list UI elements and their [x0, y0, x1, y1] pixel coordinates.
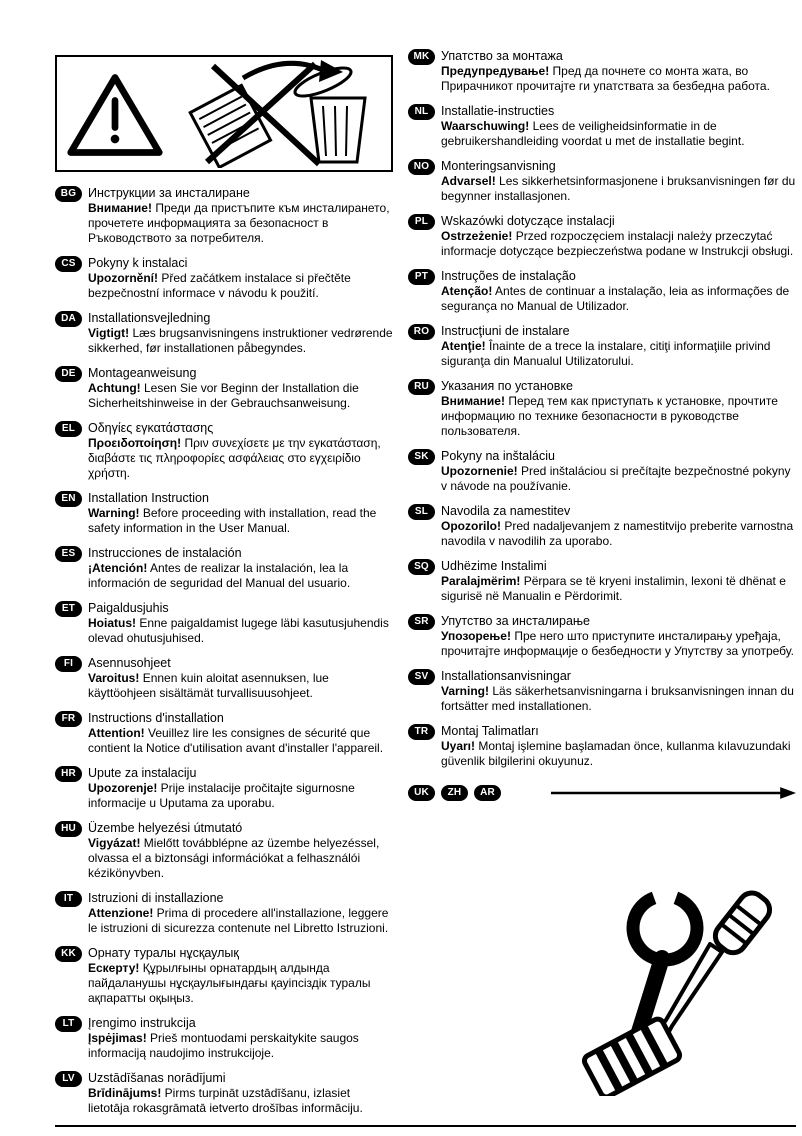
continuation-languages-row: [408, 785, 796, 801]
entry-text: Antes de realizar la instalación, lea la información de seguridad del Manual del usuario.: [88, 561, 351, 590]
language-code-badge: SV: [408, 669, 435, 685]
entry-warning: Attenzione!: [88, 906, 154, 920]
language-code-badge: KK: [55, 946, 82, 962]
entry-text-block: [441, 103, 796, 149]
entry-body: [88, 781, 393, 811]
entry-body: [88, 961, 393, 1006]
language-entry: [408, 503, 796, 549]
language-code-badge: MK: [408, 49, 435, 65]
warning-triangle-icon: [65, 68, 165, 160]
entry-title: Installationsanvisningar: [441, 669, 571, 683]
entry-text-block: [441, 613, 796, 659]
entry-body: [441, 739, 796, 769]
entry-title: Instrucciones de instalación: [88, 546, 242, 560]
language-entries-right: [408, 48, 796, 769]
entry-text-block: [441, 268, 796, 314]
language-code-badge: PT: [408, 269, 435, 285]
entry-warning: Vigtigt!: [88, 326, 130, 340]
language-entry: [55, 185, 393, 246]
entry-text: Læs brugsanvisningens instruktioner vedrørende sikkerhed, før installationen påbegyndes.: [88, 326, 393, 355]
entry-title: Упатство за монтажа: [441, 49, 563, 63]
entry-warning: Paralajmërim!: [441, 574, 521, 588]
entry-text: Пре него што приступите инсталирању уређаја, прочитајте информације о безбедности у Упутству за употребу.: [441, 629, 794, 658]
entry-title: Instructions d'installation: [88, 711, 224, 725]
entry-body: [88, 326, 393, 356]
entry-text: Prieš montuodami perskaitykite saugos informaciją naudojimo instrukcijoje.: [88, 1031, 359, 1060]
language-entry: [55, 765, 393, 811]
entry-title: Installationsvejledning: [88, 311, 211, 325]
language-code-badge: FI: [55, 656, 82, 672]
page-footer-rule: [55, 1125, 796, 1127]
entry-body: [88, 436, 393, 481]
entry-text: Πριν συνεχίσετε με την εγκατάσταση, διαβάστε τις πληροφορίες ασφάλειας στο εγχειρίδιο χρήστη.: [88, 436, 381, 480]
entry-warning: Предупредување!: [441, 64, 550, 78]
entry-text: Înainte de a trece la instalare, citiţi informaţiile privind siguranţa din Manualul Utilizatorului.: [441, 339, 771, 368]
entry-title: Installation Instruction: [88, 491, 209, 505]
entry-body: [441, 284, 796, 314]
entry-text-block: [441, 503, 796, 549]
entry-text-block: [88, 255, 393, 301]
entry-warning: Achtung!: [88, 381, 141, 395]
entry-warning: Uyarı!: [441, 739, 476, 753]
entry-title: Инструкции за инсталиране: [88, 186, 250, 200]
entry-text: Prije instalacije pročitajte sigurnosne informacije u Uputama za uporabu.: [88, 781, 355, 810]
language-code-badge: SR: [408, 614, 435, 630]
left-column: [55, 55, 393, 1125]
language-code-badge: IT: [55, 891, 82, 907]
entry-title: Орнату туралы нұсқаулық: [88, 946, 239, 960]
entry-body: [441, 464, 796, 494]
entry-title: Istruzioni di installazione: [88, 891, 224, 905]
entry-text: Құрылғыны орнатардың алдында пайдаланушы нұсқаулығындағы қауіпсіздік туралы ақпаратты оқыңыз.: [88, 961, 371, 1005]
language-entry: [408, 323, 796, 369]
entry-body: [88, 201, 393, 246]
entry-body: [88, 616, 393, 646]
entry-body: [88, 561, 393, 591]
language-entry: [55, 490, 393, 536]
do-not-discard-manual-icon: [171, 60, 375, 168]
entry-text: Les sikkerhetsinformasjonene i bruksanvisningen før du begynner installasjonen.: [441, 174, 796, 203]
entry-body: [88, 381, 393, 411]
language-entry: [408, 448, 796, 494]
entry-title: Navodila za namestitev: [441, 504, 571, 518]
language-code-badge: TR: [408, 724, 435, 740]
entry-text-block: [88, 545, 393, 591]
entry-title: Asennusohjeet: [88, 656, 171, 670]
language-code-badge: ZH: [441, 785, 468, 801]
language-entry: [55, 365, 393, 411]
language-entry: [408, 268, 796, 314]
entry-text-block: [88, 710, 393, 756]
language-entry: [55, 1070, 393, 1116]
language-code-badge: CS: [55, 256, 82, 272]
entry-title: Upute za instalaciju: [88, 766, 197, 780]
entry-body: [88, 506, 393, 536]
language-entry: [408, 103, 796, 149]
entry-text: Lesen Sie vor Beginn der Installation die Sicherheitshinweise in der Gebrauchsanweisung.: [88, 381, 359, 410]
language-entry: [55, 255, 393, 301]
entry-warning: Upozornenie!: [441, 464, 518, 478]
language-code-badge: NO: [408, 159, 435, 175]
entry-body: [88, 671, 393, 701]
entry-text-block: [88, 185, 393, 246]
language-entry: [55, 545, 393, 591]
entry-text-block: [441, 323, 796, 369]
language-code-badge: UK: [408, 785, 435, 801]
entry-text-block: [441, 668, 796, 714]
language-code-badge: RU: [408, 379, 435, 395]
language-code-badge: HR: [55, 766, 82, 782]
warning-illustration-box: [55, 55, 393, 172]
entry-title: Montageanweisung: [88, 366, 197, 380]
entry-text-block: [441, 448, 796, 494]
language-entry: [408, 158, 796, 204]
entry-body: [441, 574, 796, 604]
entry-warning: Warning!: [88, 506, 140, 520]
entry-text: Pred nadaljevanjem z namestitvijo preberite varnostna navodila v navodilih za uporabo.: [441, 519, 794, 548]
language-code-badge: FR: [55, 711, 82, 727]
language-entry: [55, 945, 393, 1006]
language-entry: [55, 890, 393, 936]
entry-body: [441, 119, 796, 149]
entry-text: Antes de continuar a instalação, leia as informações de segurança no Manual de Utilizador.: [441, 284, 790, 313]
right-arrow-icon: [551, 786, 796, 800]
entry-body: [88, 726, 393, 756]
entry-warning: Упозорење!: [441, 629, 511, 643]
entry-body: [88, 271, 393, 301]
entry-warning: Atenção!: [441, 284, 493, 298]
entry-text: Before proceeding with installation, read the safety information in the User Manual.: [88, 506, 377, 535]
entry-text: Montaj işlemine başlamadan önce, kullanma kılavuzundaki güvenlik bilgilerini okuyunuz.: [441, 739, 791, 768]
entry-body: [88, 1086, 393, 1116]
entry-text-block: [88, 1015, 393, 1061]
entry-title: Üzembe helyezési útmutató: [88, 821, 243, 835]
right-column: [408, 48, 796, 801]
entry-text-block: [441, 48, 796, 94]
entry-text: Преди да пристъпите към инсталирането, прочетете информацията за безопасност в Ръководството за потребителя.: [88, 201, 390, 245]
language-code-badge: DE: [55, 366, 82, 382]
language-code-badge: LT: [55, 1016, 82, 1032]
language-code-badge: NL: [408, 104, 435, 120]
entry-warning: Внимание!: [88, 201, 152, 215]
entry-text: Przed rozpoczęciem instalacji należy przeczytać informacje dotyczące bezpieczeństwa podane w Instrukcji obsługi.: [441, 229, 794, 258]
entry-body: [441, 339, 796, 369]
language-entries-left: [55, 185, 393, 1116]
language-entry: [408, 668, 796, 714]
entry-title: Упутство за инсталирање: [441, 614, 590, 628]
entry-text: Před začátkem instalace si přečtěte bezpečnostní informace v návodu k použití.: [88, 271, 351, 300]
entry-title: Wskazówki dotyczące instalacji: [441, 214, 615, 228]
language-code-badge: EL: [55, 421, 82, 437]
language-entry: [55, 1015, 393, 1061]
entry-title: Monteringsanvisning: [441, 159, 556, 173]
language-code-badge: AR: [474, 785, 501, 801]
entry-warning: Vigyázat!: [88, 836, 141, 850]
entry-text-block: [88, 655, 393, 701]
language-entry: [55, 310, 393, 356]
entry-body: [441, 229, 796, 259]
entry-body: [441, 684, 796, 714]
language-entry: [55, 655, 393, 701]
entry-title: Pokyny k instalaci: [88, 256, 188, 270]
entry-warning: Προειδοποίηση!: [88, 436, 182, 450]
language-code-badge: HU: [55, 821, 82, 837]
entry-body: [441, 519, 796, 549]
entry-warning: Hoiatus!: [88, 616, 136, 630]
entry-body: [88, 1031, 393, 1061]
entry-title: Pokyny na inštaláciu: [441, 449, 555, 463]
language-code-badge: SK: [408, 449, 435, 465]
entry-title: Instrucţiuni de instalare: [441, 324, 570, 338]
entry-warning: Varning!: [441, 684, 490, 698]
entry-text-block: [88, 365, 393, 411]
entry-warning: Upozornění!: [88, 271, 158, 285]
entry-text-block: [88, 1070, 393, 1116]
entry-text-block: [88, 600, 393, 646]
entry-text-block: [441, 213, 796, 259]
entry-text: Mielőtt továbblépne az üzembe helyezéssel, olvassa el a biztonsági információkat a felhasználói kézikönyvben.: [88, 836, 380, 880]
entry-title: Montaj Talimatları: [441, 724, 539, 738]
entry-warning: Varoitus!: [88, 671, 140, 685]
language-code-badge: SL: [408, 504, 435, 520]
entry-text: Läs säkerhetsanvisningarna i bruksanvisningen innan du fortsätter med installationen.: [441, 684, 794, 713]
entry-body: [441, 629, 796, 659]
language-code-badge: RO: [408, 324, 435, 340]
language-entry: [408, 213, 796, 259]
entry-warning: Ostrzeżenie!: [441, 229, 513, 243]
language-code-badge: EN: [55, 491, 82, 507]
entry-text-block: [88, 765, 393, 811]
language-code-badge: SQ: [408, 559, 435, 575]
entry-title: Οδηγίες εγκατάστασης: [88, 421, 214, 435]
language-entry: [408, 558, 796, 604]
entry-warning: Atenţie!: [441, 339, 486, 353]
language-code-badge: ET: [55, 601, 82, 617]
entry-text-block: [88, 945, 393, 1006]
entry-body: [88, 836, 393, 881]
entry-warning: Внимание!: [441, 394, 505, 408]
entry-text: Prima di procedere all'installazione, leggere le istruzioni di sicurezza contenute nel Libretto Istruzioni.: [88, 906, 389, 935]
entry-text: Lees de veiligheidsinformatie in de gebruikershandleiding voordat u met de installatie begint.: [441, 119, 745, 148]
entry-text-block: [441, 558, 796, 604]
entry-body: [88, 906, 393, 936]
wrench-screwdriver-icon: [560, 868, 796, 1096]
language-code-badge: LV: [55, 1071, 82, 1087]
language-entry: [408, 48, 796, 94]
entry-text: Enne paigaldamist lugege läbi kasutusjuhendis olevad ohutusjuhised.: [88, 616, 389, 645]
entry-text-block: [88, 490, 393, 536]
entry-text-block: [88, 890, 393, 936]
entry-title: Uzstādīšanas norādījumi: [88, 1071, 226, 1085]
entry-title: Installatie-instructies: [441, 104, 555, 118]
entry-text-block: [441, 378, 796, 439]
entry-warning: ¡Atención!: [88, 561, 148, 575]
entry-text: Veuillez lire les consignes de sécurité que contient la Notice d'utilisation avant d'installer l'appareil.: [88, 726, 384, 755]
entry-text: Ennen kuin aloitat asennuksen, lue käyttöohjeen sisältämät turvallisuusohjeet.: [88, 671, 329, 700]
entry-warning: Įspėjimas!: [88, 1031, 147, 1045]
entry-warning: Waarschuwing!: [441, 119, 530, 133]
language-entry: [55, 600, 393, 646]
entry-warning: Advarsel!: [441, 174, 496, 188]
entry-warning: Brīdinājums!: [88, 1086, 162, 1100]
entry-text: Pirms turpināt uzstādīšanu, izlasiet lietotāja rokasgrāmatā ietverto drošības informāciju.: [88, 1086, 363, 1115]
language-entry: [408, 723, 796, 769]
entry-warning: Attention!: [88, 726, 145, 740]
language-entry: [55, 710, 393, 756]
entry-text-block: [441, 158, 796, 204]
entry-title: Paigaldusjuhis: [88, 601, 169, 615]
entry-body: [441, 394, 796, 439]
language-entry: [408, 378, 796, 439]
entry-text-block: [88, 820, 393, 881]
entry-text-block: [88, 310, 393, 356]
entry-title: Įrengimo instrukcija: [88, 1016, 196, 1030]
language-code-badge: BG: [55, 186, 82, 202]
entry-text-block: [441, 723, 796, 769]
entry-text: Перед тем как приступать к установке, прочтите информацию по технике безопасности в руководстве пользователя.: [441, 394, 778, 438]
entry-warning: Upozorenje!: [88, 781, 158, 795]
entry-text: Përpara se të kryeni instalimin, lexoni të dhënat e sigurisë në Manualin e Përdorimit.: [441, 574, 786, 603]
language-code-badge: DA: [55, 311, 82, 327]
entry-title: Udhëzime Instalimi: [441, 559, 547, 573]
entry-body: [441, 174, 796, 204]
language-code-badge: PL: [408, 214, 435, 230]
language-code-badge: ES: [55, 546, 82, 562]
entry-text: Pred inštaláciou si prečítajte bezpečnostné pokyny v návode na používanie.: [441, 464, 791, 493]
entry-title: Указания по установке: [441, 379, 573, 393]
language-entry: [408, 613, 796, 659]
entry-text-block: [88, 420, 393, 481]
entry-body: [441, 64, 796, 94]
language-entry: [55, 820, 393, 881]
entry-text: Пред да почнете со монта жата, во Прирачникот прочитајте ги упатствата за безбедна работа.: [441, 64, 770, 93]
entry-warning: Ескерту!: [88, 961, 140, 975]
entry-warning: Opozorilo!: [441, 519, 501, 533]
language-entry: [55, 420, 393, 481]
entry-title: Instruções de instalação: [441, 269, 576, 283]
